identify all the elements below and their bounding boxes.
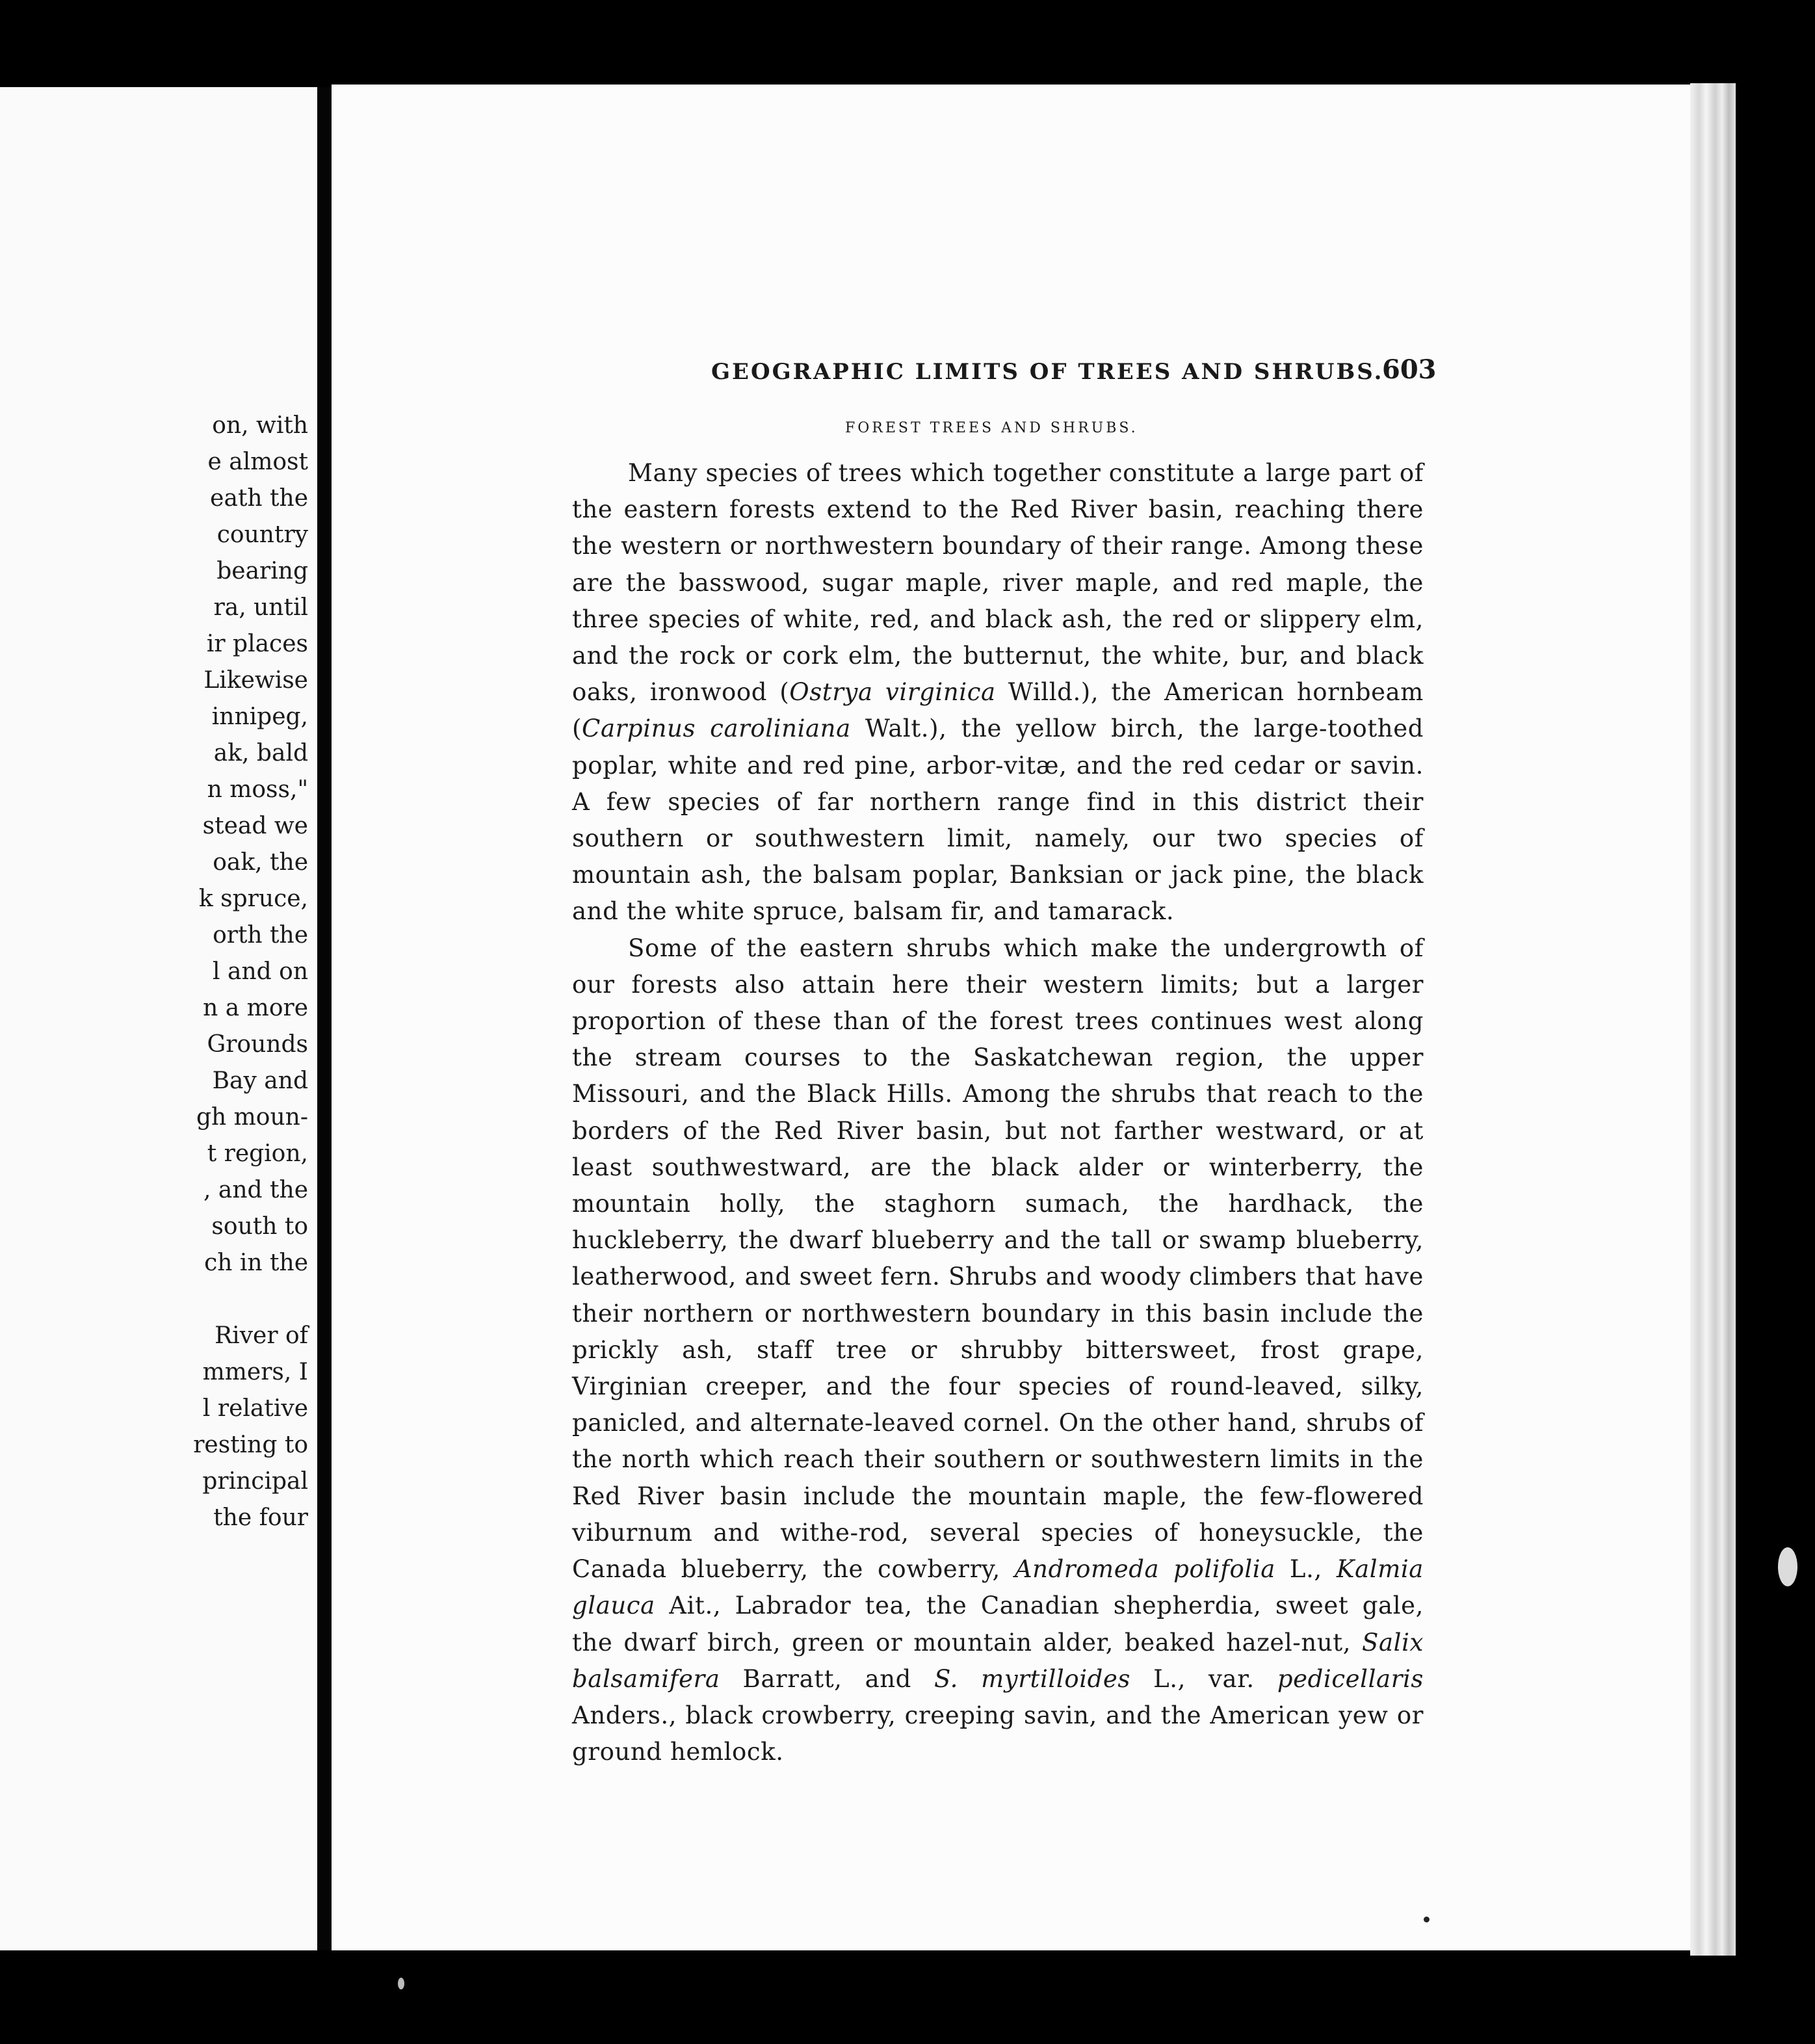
page-edge: [1690, 83, 1736, 1956]
left-page-line: on, with: [212, 412, 308, 439]
left-page-line: country: [216, 521, 308, 548]
left-page-line: innipeg,: [211, 703, 308, 730]
left-page-line: oak, the: [213, 849, 308, 876]
text-run: Some of the eastern shrubs which make the undergrowth of our forests also attain here their western limits; but a larger proportion of these than of the forest trees continues west along the stream courses to the Saskatchewan region, the upper Missouri, and the Black Hills. Among the shrubs that reach to the borders of the Red River basin, but not farther westward, or at least southwestward, are the black alder or winterberry, the mountain holly, the staghorn sumach, the hardhack, the huckleberry, the dwarf blueberry and the tall or swamp blueberry, leatherwood, and sweet fern. Shrubs and woody climbers that have their northern or northwestern boundary in this basin include the prickly ash, staff tree or shrubby bittersweet, frost grape, Virginian creeper, and the four species of round-leaved, silky, panicled, and alternate-leaved cornel. On the other hand, shrubs of the north which reach their southern or southwestern limits in the Red River basin include the mountain maple, the few-flowered viburnum and withe-rod, several species of honeysuckle, the Canada blueberry, the cowberry,: [572, 934, 1424, 1584]
paragraph: [572, 455, 1424, 930]
scan-artifact: [1778, 1547, 1797, 1586]
left-page-line: Grounds: [207, 1031, 308, 1058]
left-page-line: l relative: [202, 1395, 308, 1422]
section-title: FOREST TREES AND SHRUBS.: [845, 420, 1138, 436]
text-run: L., var.: [1130, 1664, 1277, 1693]
left-page-line: ra, until: [213, 594, 308, 621]
left-page-line: gh moun-: [196, 1104, 308, 1131]
left-page-line: bearing: [216, 558, 308, 584]
left-page-line: k spruce,: [198, 885, 308, 912]
text-run: Anders., black crowberry, creeping savin, and the American yew or ground hemlock.: [572, 1701, 1424, 1766]
left-page-line: t region,: [207, 1140, 308, 1167]
left-page-line: the four: [213, 1504, 308, 1531]
left-page-line: ak, bald: [213, 740, 308, 766]
text-run: Barratt, and: [720, 1664, 935, 1693]
body-text: [572, 455, 1424, 1770]
left-page-line: l and on: [213, 958, 308, 985]
left-page-line: Likewise: [203, 667, 308, 694]
left-page-line: [0, 1281, 308, 1318]
left-page-line: mmers, I: [202, 1359, 308, 1385]
italic-species-name: S. myrtilloides: [934, 1664, 1131, 1693]
left-page-line: orth the: [213, 922, 308, 949]
paragraph: [572, 930, 1424, 1771]
scan-artifact: [1424, 1917, 1430, 1922]
italic-species-name: Ostrya virginica: [789, 678, 996, 707]
left-page-line: River of: [215, 1322, 308, 1349]
left-page-line: e almost: [207, 449, 308, 475]
scan-artifact: [398, 1978, 404, 1989]
left-page-line: principal: [202, 1468, 308, 1495]
left-page-line: n moss,": [207, 776, 308, 803]
text-run: L.,: [1275, 1555, 1337, 1584]
left-page-line: n a more: [203, 995, 308, 1021]
text-run: Many species of trees which together constitute a large part of the eastern forests extend to the Red River basin, reaching there the western or northwestern boundary of their range. Among these are the basswood, sugar maple, river maple, and red maple, the three species of white, red, and black ash, the red or slippery elm, and the rock or cork elm, the butternut, the white, bur, and black oaks, ironwood (: [572, 459, 1424, 707]
italic-species-name: Kalmia glauca: [572, 1555, 1424, 1620]
left-page-line: stead we: [202, 813, 308, 839]
italic-species-name: pedicellaris: [1277, 1664, 1424, 1693]
italic-species-name: Carpinus caroliniana: [582, 714, 851, 743]
text-run: Walt.), the yellow birch, the large-toothed poplar, white and red pine, arbor-vitæ, and the red cedar or savin. A few species of far northern range find in this district their southern or southwestern limit, namely, our two species of mountain ash, the balsam poplar, Banksian or jack pine, the black and the white spruce, balsam fir, and tamarack.: [572, 714, 1424, 926]
left-page-line: , and the: [203, 1177, 308, 1203]
left-page-line: Bay and: [212, 1068, 308, 1094]
text-run: Ait., Labrador tea, the Canadian shepherdia, sweet gale, the dwarf birch, green or mountain alder, beaked hazel-nut,: [572, 1592, 1424, 1657]
left-page-line: ir places: [206, 631, 308, 657]
running-head: GEOGRAPHIC LIMITS OF TREES AND SHRUBS.: [711, 359, 1384, 385]
page-number: 603: [1382, 354, 1437, 385]
italic-species-name: Andromeda polifolia: [1014, 1555, 1275, 1584]
left-page: [0, 87, 317, 1950]
left-page-text: [0, 408, 308, 1536]
left-page-line: resting to: [193, 1432, 308, 1458]
left-page-line: ch in the: [204, 1250, 308, 1276]
left-page-line: eath the: [210, 485, 308, 512]
italic-species-name: Salix balsamifera: [572, 1628, 1424, 1693]
left-page-line: south to: [211, 1213, 308, 1240]
text-run: Willd.), the American hornbeam (: [572, 678, 1424, 743]
page-gutter: [317, 87, 332, 1950]
